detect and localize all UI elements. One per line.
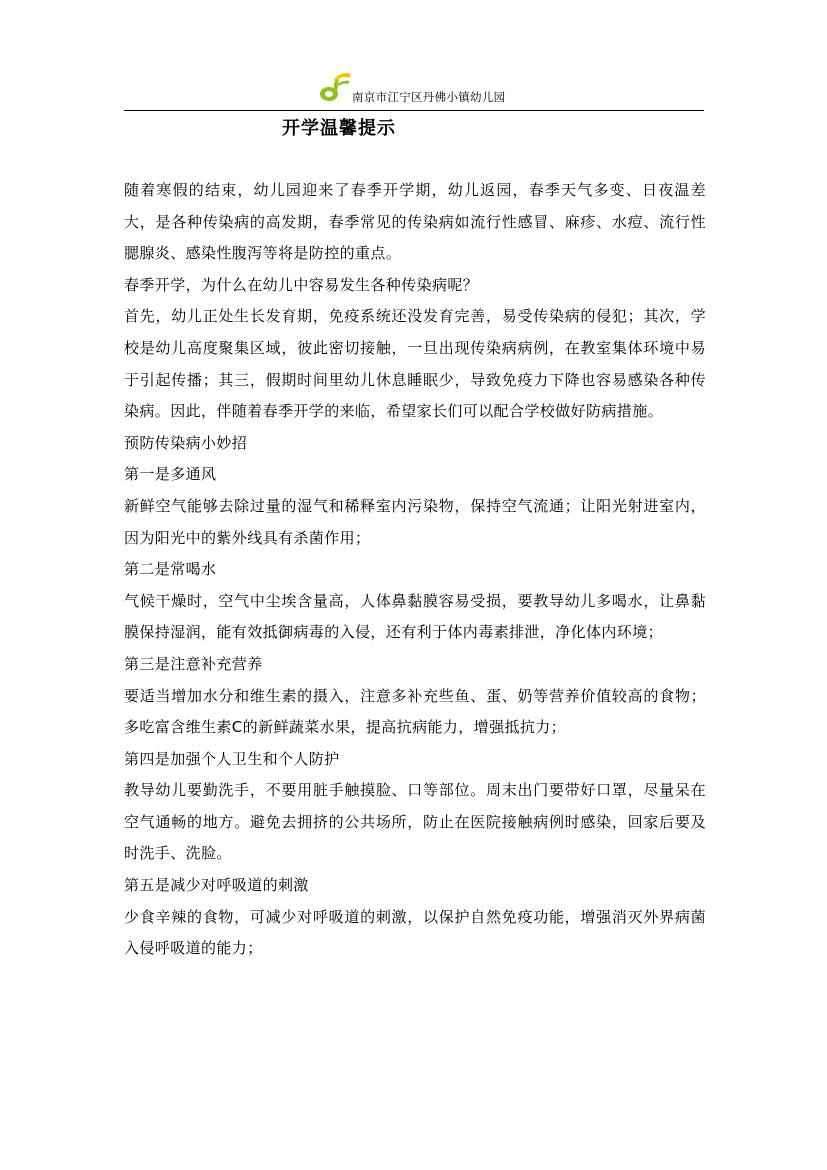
tip-heading-2: 第二是常喝水 — [124, 560, 217, 579]
paragraph-intro: 随着寒假的结束，幼儿园迎来了春季开学期，幼儿返园，春季天气多变、日夜温差大，是各种传染病的高发期，春季常见的传染病如流行性感冒、麻疹、水痘、流行性腮腺炎、感染性腹泻等将是防控的重点。 — [124, 181, 706, 263]
school-name: 南京市江宁区丹佛小镇幼儿园 — [352, 90, 506, 104]
tip-heading-5: 第五是减少对呼吸道的刺激 — [124, 876, 309, 895]
paragraph-question: 春季开学，为什么在幼儿中容易发生各种传染病呢？ — [124, 275, 479, 294]
tip-heading-1: 第一是多通风 — [124, 465, 217, 484]
kindergarten-logo-icon — [316, 70, 354, 104]
section-heading: 预防传染病小妙招 — [124, 433, 248, 452]
tip-body-3: 要适当增加水分和维生素的摄入，注意多补充些鱼、蛋、奶等营养价值较高的食物；多吃富含维生素C的新鲜蔬菜水果，提高抗病能力，增强抵抗力； — [124, 686, 706, 737]
paragraph-reasons: 首先，幼儿正处生长发育期，免疫系统还没发育完善，易受传染病的侵犯；其次，学校是幼儿高度聚集区域，彼此密切接触，一旦出现传染病病例，在教室集体环境中易于引起传播；其三，假期时间里幼儿休息睡眠少，导致免疫力下降也容易感染各种传染病。因此，伴随着春季开学的来临，希望家长们可以配合学校做好防病措施。 — [124, 307, 706, 421]
tip-heading-3: 第三是注意补充营养 — [124, 654, 263, 673]
tip-body-5: 少食辛辣的食物，可减少对呼吸道的刺激，以保护自然免疫功能，增强消灭外界病菌入侵呼吸道的能力； — [124, 907, 706, 958]
document-title: 开学温馨提示 — [282, 118, 396, 139]
page-header — [124, 68, 704, 111]
tip-body-2: 气候干燥时，空气中尘埃含量高，人体鼻黏膜容易受损，要教导幼儿多喝水，让鼻黏膜保持湿润，能有效抵御病毒的入侵，还有利于体内毒素排泄，净化体内环境； — [124, 591, 706, 642]
tip-body-1: 新鲜空气能够去除过量的湿气和稀释室内污染物，保持空气流通；让阳光射进室内，因为阳光中的紫外线具有杀菌作用； — [124, 496, 706, 547]
tip-body-4: 教导幼儿要勤洗手，不要用脏手触摸脸、口等部位。周末出门要带好口罩，尽量呆在空气通畅的地方。避免去拥挤的公共场所，防止在医院接触病例时感染，回家后要及时洗手、洗脸。 — [124, 781, 706, 863]
document-body — [124, 175, 706, 965]
tip-heading-4: 第四是加强个人卫生和个人防护 — [124, 749, 340, 768]
